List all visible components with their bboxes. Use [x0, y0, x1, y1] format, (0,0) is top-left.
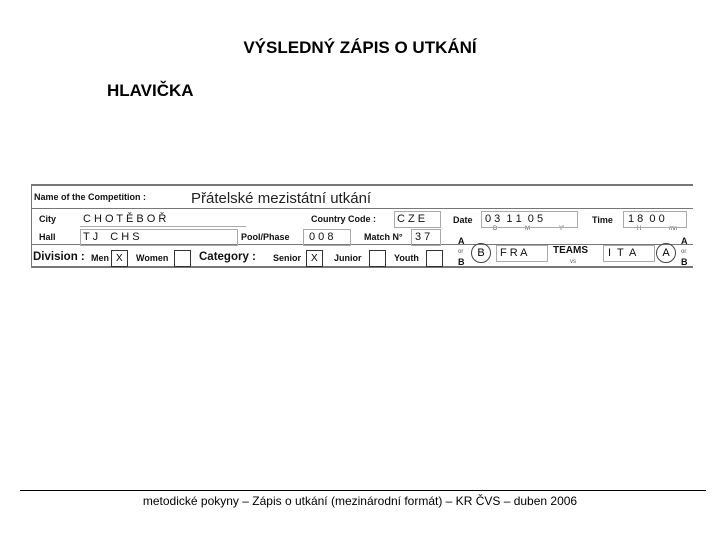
junior-checkbox[interactable] — [369, 250, 386, 267]
team-left-side-circle: B — [471, 243, 491, 263]
city-value: C H O T Ě B O Ř — [83, 213, 167, 225]
women-checkbox[interactable] — [174, 250, 191, 267]
match-number-value: 3 7 — [415, 231, 431, 243]
country-code-field[interactable] — [394, 211, 441, 228]
women-label: Women — [136, 253, 169, 263]
time-value: 1 8 0 0 — [628, 213, 665, 225]
team-right-field[interactable] — [603, 245, 655, 262]
hall-value: T J C H S — [83, 231, 140, 243]
match-number-label: Match N° — [364, 232, 403, 242]
date-day-label: D — [493, 226, 498, 232]
footer-text: metodické pokyny – Zápis o utkání (mezinárodní formát) – KR ČVS – duben 2006 — [142, 494, 578, 508]
date-label: Date — [453, 215, 473, 225]
city-label: City — [39, 214, 57, 224]
form-top-rule — [31, 184, 693, 186]
team-left-field[interactable] — [496, 245, 548, 262]
versus-label: vs — [570, 259, 576, 265]
time-field[interactable] — [623, 211, 687, 228]
youth-label: Youth — [394, 253, 419, 263]
footer-divider — [20, 490, 706, 491]
side-or-label: or — [458, 249, 464, 255]
junior-label: Junior — [334, 253, 362, 263]
team-right-side-circle: A — [656, 243, 676, 263]
hall-field[interactable] — [80, 229, 238, 246]
side-a-label: A — [458, 236, 465, 246]
form-left-rule — [31, 184, 32, 268]
match-number-field[interactable] — [411, 229, 441, 246]
side-b-label-right: B — [681, 257, 688, 267]
page-title: VÝSLEDNÝ ZÁPIS O UTKÁNÍ — [243, 38, 477, 57]
date-field[interactable] — [481, 211, 578, 228]
youth-checkbox[interactable] — [426, 250, 443, 267]
pool-phase-field[interactable] — [303, 229, 351, 246]
city-field[interactable] — [80, 211, 246, 227]
senior-label: Senior — [273, 253, 302, 263]
team-left-code: F R A — [500, 247, 528, 259]
competition-label: Name of the Competition : — [34, 192, 146, 202]
time-minute-label: mn — [669, 226, 678, 232]
team-right-code: I T A — [608, 247, 637, 259]
hall-label: Hall — [39, 232, 56, 242]
senior-mark: X — [311, 253, 318, 264]
division-label: Division : — [33, 251, 85, 263]
date-year-label: Y' — [559, 226, 565, 232]
match-header-form — [31, 184, 693, 268]
form-rule — [31, 208, 693, 209]
men-label: Men — [91, 253, 109, 263]
side-a-label-right: A — [681, 236, 688, 246]
form-bottom-rule — [31, 266, 693, 268]
time-hour-label: H — [637, 226, 642, 232]
side-b-label: B — [458, 257, 465, 267]
pool-phase-value: 0 0 8 — [309, 231, 334, 243]
pool-phase-label: Pool/Phase — [241, 232, 290, 242]
section-heading: HLAVIČKA — [107, 81, 194, 100]
category-label: Category : — [199, 251, 256, 263]
side-or-label-right: or — [681, 249, 687, 255]
date-month-label: M — [525, 226, 530, 232]
time-label: Time — [592, 215, 613, 225]
competition-value: Přátelské mezistátní utkání — [191, 190, 372, 207]
men-mark: X — [116, 253, 123, 264]
country-code-value: C Z E — [397, 213, 426, 225]
teams-label: TEAMS — [553, 245, 588, 256]
country-code-label: Country Code : — [311, 214, 376, 224]
date-value: 0 3 1 1 0 5 — [485, 213, 544, 225]
